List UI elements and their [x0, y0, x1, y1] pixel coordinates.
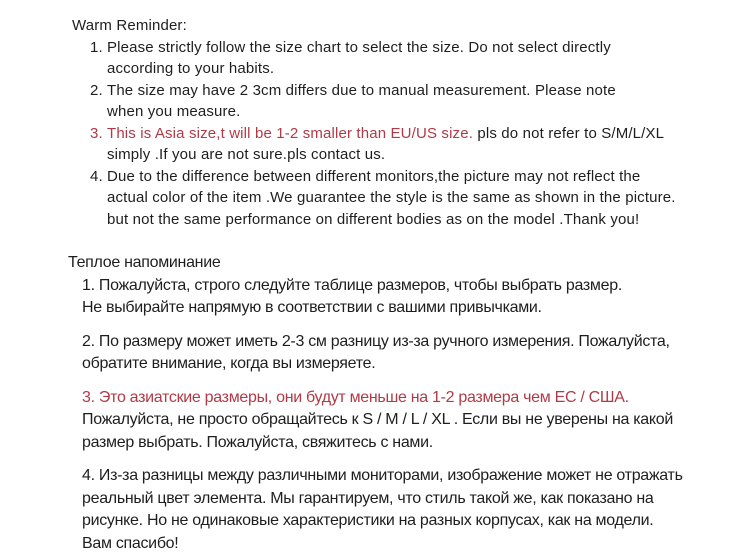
item-number: 2. — [90, 81, 103, 99]
english-title: Warm Reminder: — [72, 17, 187, 34]
english-item-3-line-1-rest: pls do not refer to S/M/L/XL — [473, 124, 665, 142]
english-section — [0, 0, 750, 230]
asia-size-warning-en: This is Asia size,t will be 1-2 smaller than EU/US size. — [107, 124, 474, 142]
item-number: 3. — [90, 124, 103, 142]
russian-item-2-line-2: обратите внимание, когда вы измеряете. — [82, 355, 376, 372]
asia-size-warning-ru: 3. Это азиатские размеры, они будут меньше на 1-2 размера чем ЕС / США. — [82, 388, 629, 406]
russian-item-4-line-2: реальный цвет элемента. Мы гарантируем, что стиль такой же, как показано на — [82, 489, 654, 507]
english-item-2-line-2: when you measure. — [107, 103, 241, 120]
russian-item-3-line-2: Пожалуйста, не просто обращайтесь к S / M / L / XL . Если вы не уверены на какой — [82, 411, 674, 428]
english-item-4-line-3: but not the same performance on different bodies as on the model .Thank you! — [107, 210, 640, 228]
russian-item-4 — [82, 465, 750, 555]
english-item-4-line-2: actual color of the item .We guarantee the style is the same as shown in the picture. — [107, 189, 676, 206]
english-item-1-line-2: according to your habits. — [107, 60, 275, 77]
russian-item-1 — [82, 275, 750, 320]
russian-item-1-line-2: Не выбирайте напрямую в соответствии с вашими привычками. — [82, 299, 542, 316]
russian-section — [0, 252, 750, 555]
item-number: 4. — [90, 167, 103, 185]
item-number: 1. — [90, 38, 103, 56]
russian-item-3-line-3: размер выбрать. Пожалуйста, свяжитесь с нами. — [82, 433, 433, 451]
russian-item-1-line-1: 1. Пожалуйста, строго следуйте таблице размеров, чтобы выбрать размер. — [82, 276, 622, 294]
english-item-3 — [90, 123, 750, 166]
russian-item-2 — [82, 331, 750, 376]
russian-title: Теплое напоминание — [68, 254, 221, 271]
russian-item-3 — [82, 387, 750, 455]
russian-item-4-line-1: 4. Из-за разницы между различными мониторами, изображение может не отражать — [82, 467, 683, 484]
english-item-3-line-1 — [107, 123, 750, 145]
russian-item-4-line-4: Вам спасибо! — [82, 534, 179, 552]
english-item-4-line-1: Due to the difference between different monitors,the picture may not reflect the — [107, 167, 641, 185]
russian-item-4-line-3: рисунке. Но не одинаковые характеристики на разных корпусах, как на модели. — [82, 512, 654, 529]
english-item-4 — [90, 166, 750, 231]
english-item-1 — [90, 37, 750, 80]
english-item-3-line-2: simply .If you are not sure.pls contact us. — [107, 146, 386, 163]
english-item-1-line-1: Please strictly follow the size chart to select the size. Do not select directly — [107, 38, 611, 56]
english-item-2-line-1: The size may have 2 3cm differs due to manual measurement. Please note — [107, 81, 616, 99]
russian-item-2-line-1: 2. По размеру может иметь 2-3 см разницу из-за ручного измерения. Пожалуйста, — [82, 332, 670, 350]
english-item-2 — [90, 80, 750, 123]
